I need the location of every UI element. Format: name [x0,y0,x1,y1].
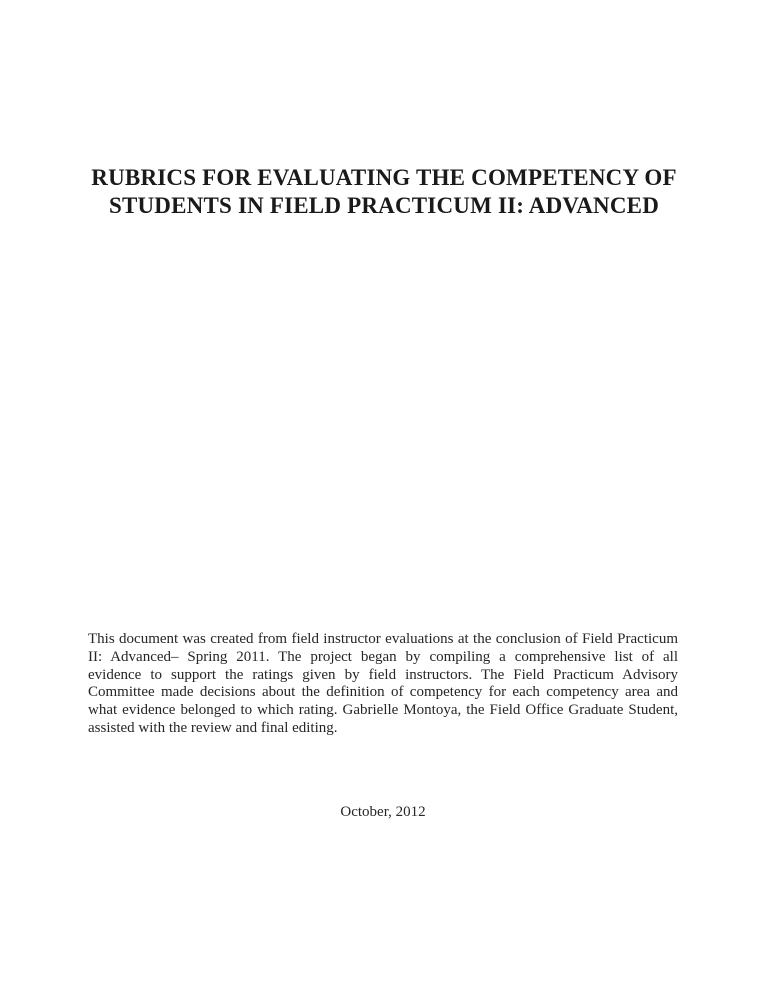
paragraph-line-6: assisted with the review and final editing. [88,719,338,736]
paragraph-line-2: II: Advanced– Spring 2011. The project began by compiling a comprehensive list of all [88,648,678,665]
title-line-2: STUDENTS IN FIELD PRACTICUM II: ADVANCED [108,193,660,218]
document-title [88,164,680,220]
paragraph-line-4: Committee made decisions about the definition of competency for each competency area and [88,684,678,701]
paragraph-line-5: what evidence belonged to which rating. Gabrielle Montoya, the Field Office Graduate Student, [88,702,678,718]
paragraph-line-1: This document was created from field instructor evaluations at the conclusion of Field Practicum [88,631,678,647]
paragraph-line-3: evidence to support the ratings given by field instructors. The Field Practicum Advisory [88,666,678,683]
intro-paragraph [88,631,678,738]
publication-date: October, 2012 [340,804,426,820]
title-line-1: RUBRICS FOR EVALUATING THE COMPETENCY OF [91,165,677,190]
